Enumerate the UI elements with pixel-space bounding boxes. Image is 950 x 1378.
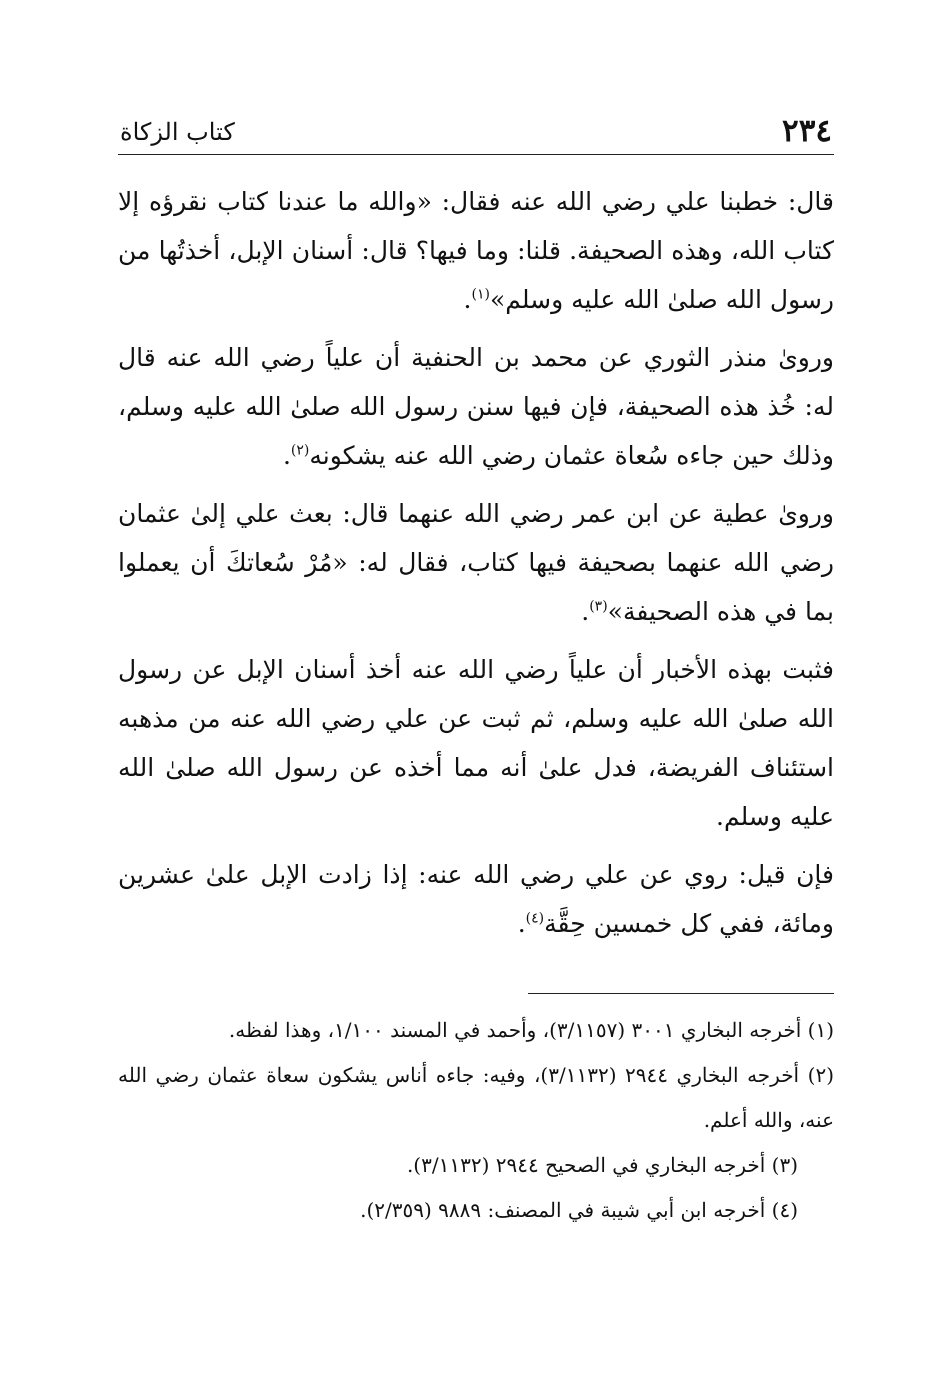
paragraph-5 <box>118 850 834 948</box>
paragraph-end: . <box>581 597 590 626</box>
footnote-1: (١) أخرجه البخاري ٣٠٠١ (٣/١١٥٧)، وأحمد في المسند ١/١٠٠، وهذا لفظه. <box>228 1018 834 1042</box>
paragraph-text: ورویٰ عطية عن ابن عمر رضي الله عنهما قال: بعث علي إلىٰ عثمان رضي الله عنهما بصحيفة فيها كتاب، فقال له: «مُرْ سُعاتكَ أن يعملوا بما في هذه الصحيفة» <box>118 499 834 626</box>
footnote-separator <box>528 993 834 994</box>
footnotes <box>118 1008 834 1233</box>
footnote-ref-3: (٣) <box>589 598 608 615</box>
footnote-ref-2: (٢) <box>290 442 310 459</box>
paragraph-end: . <box>463 285 472 314</box>
paragraph-text: ورویٰ منذر الثوري عن محمد بن الحنفية أن علياً رضي الله عنه قال له: خُذ هذه الصحيفة، فإن فيها سنن رسول الله صلىٰ الله عليه وسلم، وذلك حين جاءه سُعاة عثمان رضي الله عنه يشكونه <box>118 343 834 470</box>
book-page <box>118 108 834 1233</box>
footnote-3: (٣) أخرجه البخاري في الصحيح ٢٩٤٤ (٣/١١٣٢). <box>406 1153 798 1177</box>
running-header <box>118 108 834 155</box>
footnote-separator-wrap <box>118 957 834 994</box>
footnote-ref-4: (٤) <box>525 910 545 927</box>
paragraph-end: . <box>517 909 526 938</box>
footnote-ref-1: (١) <box>471 286 490 303</box>
paragraph-2 <box>118 333 834 480</box>
paragraph-end: . <box>282 441 291 470</box>
footnote-2: (٢) أخرجه البخاري ٢٩٤٤ (٣/١١٣٢)، وفيه: جاءه أناس يشكون سعاة عثمان رضي الله عنه، والله أعلم. <box>118 1063 835 1132</box>
body-text <box>118 177 834 948</box>
book-title: كتاب الزكاة <box>120 118 235 146</box>
page-number: ٢٣٤ <box>782 113 832 149</box>
paragraph-4 <box>118 645 834 841</box>
paragraph-text: فإن قيل: روي عن علي رضي الله عنه: إذا زادت الإبل علىٰ عشرين ومائة، ففي كل خمسين حِقَّة <box>118 860 834 938</box>
paragraph-3 <box>118 489 834 636</box>
paragraph-1 <box>118 177 834 324</box>
paragraph-text: فثبت بهذه الأخبار أن علياً رضي الله عنه أخذ أسنان الإبل عن رسول الله صلىٰ الله عليه وسلم، ثم ثبت عن علي رضي الله عنه من مذهبه استئناف الفريضة، فدل علىٰ أنه مما أخذه عن رسول الله صلىٰ الله عليه وسلم. <box>118 655 834 831</box>
footnote-4: (٤) أخرجه ابن أبي شيبة في المصنف: ٩٨٨٩ (٢/٣٥٩). <box>360 1198 798 1222</box>
paragraph-text: قال: خطبنا علي رضي الله عنه فقال: «والله ما عندنا كتاب نقرؤه إلا كتاب الله، وهذه الصحيفة. قلنا: وما فيها؟ قال: أسنان الإبل، أخذتُها من رسول الله صلىٰ الله عليه وسلم» <box>118 187 834 314</box>
